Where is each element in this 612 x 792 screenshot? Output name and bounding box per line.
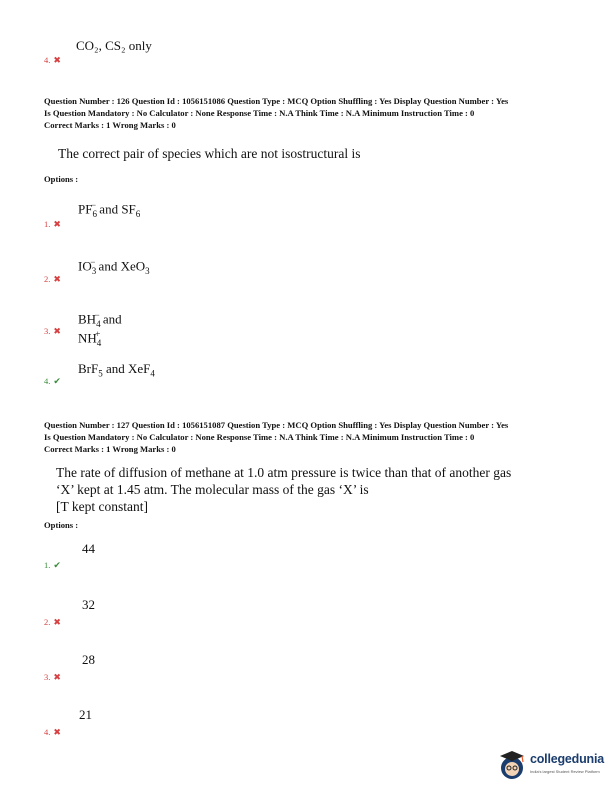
option-text: $IO_3^-$ and XeO$_3$ (78, 257, 150, 276)
wrong-icon: ✖ (53, 617, 61, 627)
option-number: 2. ✖ (44, 274, 61, 284)
option-number: 3. ✖ (44, 672, 61, 682)
option-text: 28 (82, 652, 95, 667)
option-number-label: 4. (44, 55, 51, 65)
check-icon: ✔ (53, 376, 61, 386)
question-text: The correct pair of species which are not isostructural is (58, 146, 361, 161)
wrong-icon: ✖ (53, 55, 61, 65)
option-number: 4. ✖ (44, 727, 61, 737)
options-label: Options : (44, 174, 79, 184)
wrong-icon: ✖ (53, 274, 61, 284)
options-label: Options : (44, 520, 79, 530)
meta-line: Is Question Mandatory : No Calculator : None Response Time : N.A Think Time : N.A Minimum Instruction Time : 0 (44, 432, 475, 442)
wrong-icon: ✖ (53, 326, 61, 336)
meta-line: Question Number : 127 Question Id : 1056151087 Question Type : MCQ Option Shuffling : Yes Display Question Number : Yes (44, 420, 509, 430)
option-number (44, 55, 61, 66)
option-text: 32 (82, 597, 95, 612)
marks-line: Correct Marks : 1 Wrong Marks : 0 (44, 444, 176, 454)
marks-line: Correct Marks : 1 Wrong Marks : 0 (44, 120, 176, 130)
question-meta (44, 95, 584, 131)
logo-tagline: India's largest Student Review Platform (530, 769, 600, 774)
collegedunia-logo (498, 748, 608, 784)
option-text: $BH_4^-$ and $NH_4^+$ (78, 310, 122, 348)
option-number: 3. ✖ (44, 326, 61, 336)
wrong-icon: ✖ (53, 672, 61, 682)
option-text: 44 (82, 541, 95, 556)
option-text: $PF_6^-$ and $SF_6$ (78, 200, 141, 219)
question-text: The rate of diffusion of methane at 1.0 atm pressure is twice than that of another gas ‘X’ kept at 1.45 atm. The molecular mass of the gas ‘X’ is [T kept constant] (56, 465, 512, 514)
meta-line: Question Number : 126 Question Id : 1056151086 Question Type : MCQ Option Shuffling : Yes Display Question Number : Yes (44, 96, 509, 106)
option-number: 1. ✖ (44, 219, 61, 229)
logo-wordmark: collegedunia (530, 752, 605, 766)
check-icon: ✔ (53, 560, 61, 570)
wrong-icon: ✖ (53, 727, 61, 737)
question-meta (44, 419, 584, 455)
wrong-icon: ✖ (53, 219, 61, 229)
mascot-icon (498, 748, 528, 782)
option-text: CO₂, CS₂ only (76, 38, 152, 53)
meta-line: Is Question Mandatory : No Calculator : None Response Time : N.A Think Time : N.A Minimum Instruction Time : 0 (44, 108, 475, 118)
option-text: BrF$_5$ and XeF$_4$ (78, 361, 155, 379)
option-number: 2. ✖ (44, 617, 61, 627)
option-number: 1. ✔ (44, 560, 61, 570)
option-text: 21 (79, 707, 92, 722)
option-number: 4. ✔ (44, 376, 61, 386)
